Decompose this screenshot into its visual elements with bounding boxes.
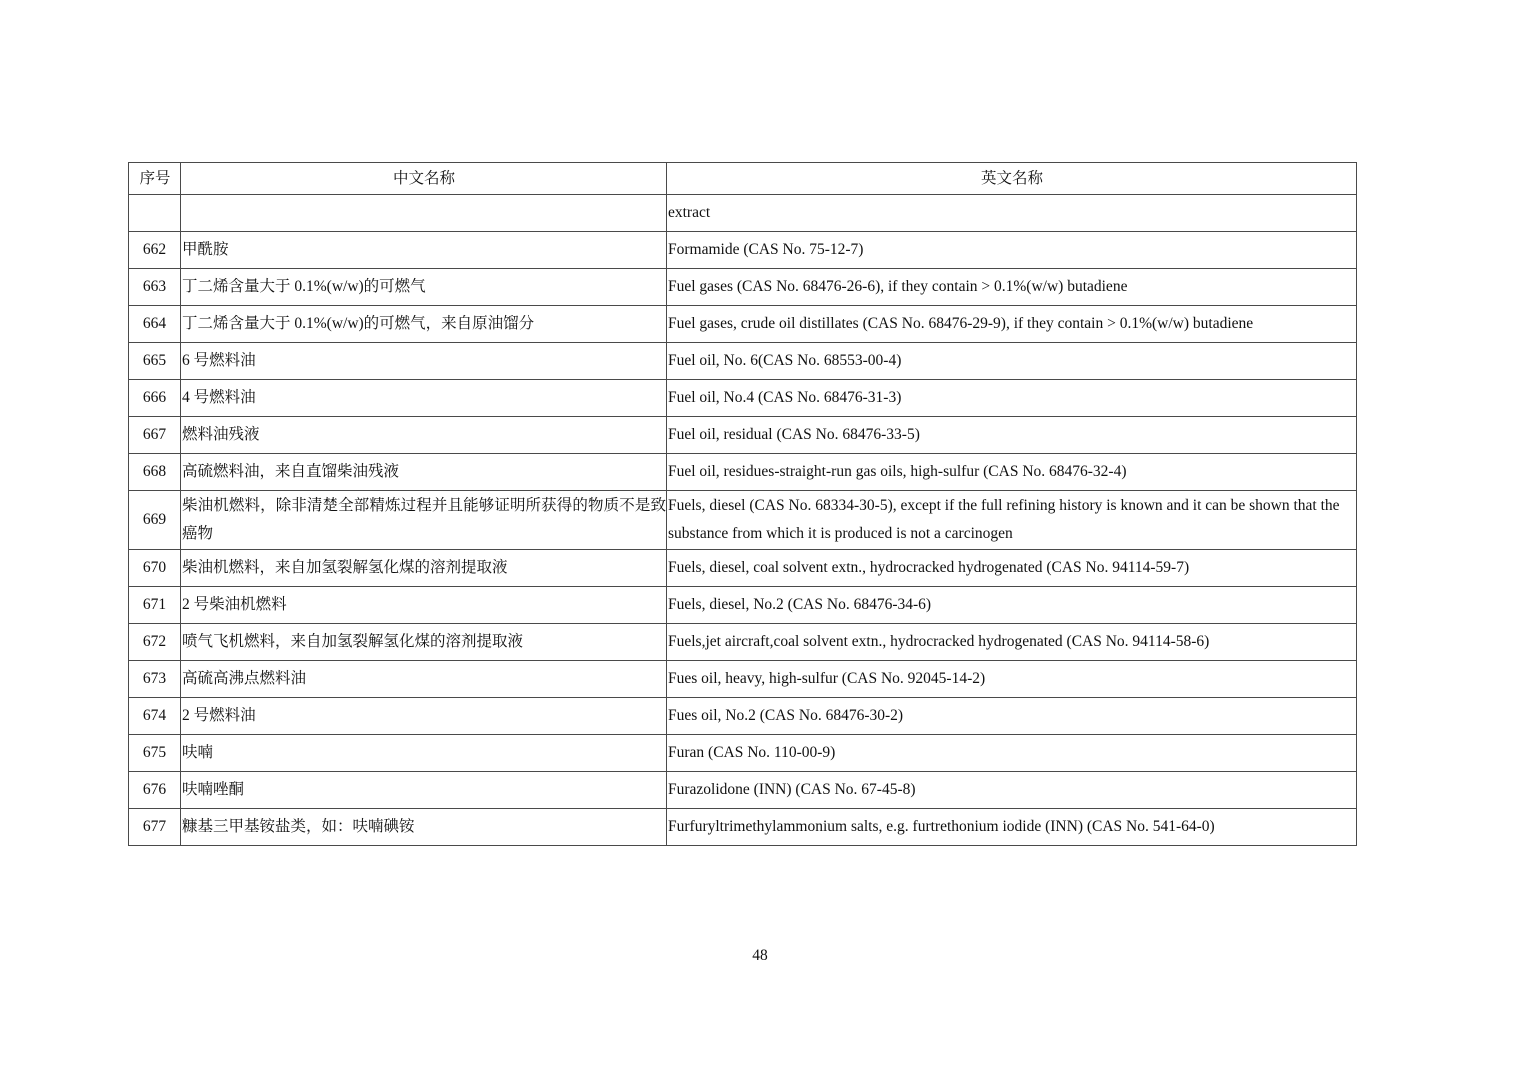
chinese-name-cell: 丁二烯含量大于 0.1%(w/w)的可燃气 [181, 269, 667, 306]
table-row [129, 698, 1357, 735]
table-row [129, 735, 1357, 772]
serial-number-cell: 669 [129, 491, 181, 550]
serial-number-cell: 676 [129, 772, 181, 809]
serial-number-cell: 673 [129, 661, 181, 698]
table-row [129, 343, 1357, 380]
serial-number-cell [129, 195, 181, 232]
serial-number-cell: 662 [129, 232, 181, 269]
english-name-cell: Fuel oil, residues-straight-run gas oils, high-sulfur (CAS No. 68476-32-4) [667, 454, 1357, 491]
english-name-cell: Fuels, diesel (CAS No. 68334-30-5), except if the full refining history is known and it can be shown that the substance from which it is produced is not a carcinogen [667, 491, 1357, 550]
english-name-cell: Formamide (CAS No. 75-12-7) [667, 232, 1357, 269]
english-name-cell: Fuel oil, No.4 (CAS No. 68476-31-3) [667, 380, 1357, 417]
header-english-name: 英文名称 [667, 163, 1357, 195]
serial-number-cell: 667 [129, 417, 181, 454]
chinese-name-cell: 呋喃 [181, 735, 667, 772]
english-name-cell: extract [667, 195, 1357, 232]
serial-number-cell: 664 [129, 306, 181, 343]
page-number: 48 [752, 947, 768, 964]
english-name-cell: Furazolidone (INN) (CAS No. 67-45-8) [667, 772, 1357, 809]
serial-number-cell: 665 [129, 343, 181, 380]
table-header-row [129, 163, 1357, 195]
english-name-cell: Furan (CAS No. 110-00-9) [667, 735, 1357, 772]
chinese-name-cell: 呋喃唑酮 [181, 772, 667, 809]
english-name-cell: Fuels,jet aircraft,coal solvent extn., hydrocracked hydrogenated (CAS No. 94114-58-6) [667, 624, 1357, 661]
chinese-name-cell: 高硫高沸点燃料油 [181, 661, 667, 698]
chinese-name-cell: 6 号燃料油 [181, 343, 667, 380]
table-row [129, 269, 1357, 306]
substance-table [128, 162, 1357, 846]
serial-number-cell: 677 [129, 809, 181, 846]
table-row [129, 587, 1357, 624]
english-name-cell: Fuel oil, No. 6(CAS No. 68553-00-4) [667, 343, 1357, 380]
english-name-cell: Fuel gases, crude oil distillates (CAS No. 68476-29-9), if they contain > 0.1%(w/w) butadiene [667, 306, 1357, 343]
english-name-cell: Furfuryltrimethylammonium salts, e.g. furtrethonium iodide (INN) (CAS No. 541-64-0) [667, 809, 1357, 846]
chinese-name-cell: 高硫燃料油，来自直馏柴油残液 [181, 454, 667, 491]
serial-number-cell: 666 [129, 380, 181, 417]
chinese-name-cell: 燃料油残液 [181, 417, 667, 454]
english-name-cell: Fues oil, heavy, high-sulfur (CAS No. 92045-14-2) [667, 661, 1357, 698]
table-row [129, 809, 1357, 846]
serial-number-cell: 672 [129, 624, 181, 661]
serial-number-cell: 674 [129, 698, 181, 735]
chinese-name-cell: 丁二烯含量大于 0.1%(w/w)的可燃气，来自原油馏分 [181, 306, 667, 343]
table-row [129, 454, 1357, 491]
serial-number-cell: 671 [129, 587, 181, 624]
english-name-cell: Fuel gases (CAS No. 68476-26-6), if they contain > 0.1%(w/w) butadiene [667, 269, 1357, 306]
english-name-cell: Fuels, diesel, coal solvent extn., hydrocracked hydrogenated (CAS No. 94114-59-7) [667, 550, 1357, 587]
serial-number-cell: 668 [129, 454, 181, 491]
header-chinese-name: 中文名称 [181, 163, 667, 195]
english-name-cell: Fuel oil, residual (CAS No. 68476-33-5) [667, 417, 1357, 454]
chinese-name-cell: 糠基三甲基铵盐类，如：呋喃碘铵 [181, 809, 667, 846]
table-row [129, 306, 1357, 343]
chinese-name-cell: 柴油机燃料，来自加氢裂解氢化煤的溶剂提取液 [181, 550, 667, 587]
chinese-name-cell: 柴油机燃料，除非清楚全部精炼过程并且能够证明所获得的物质不是致癌物 [181, 491, 667, 550]
table-row [129, 195, 1357, 232]
chinese-name-cell: 2 号柴油机燃料 [181, 587, 667, 624]
chinese-name-cell [181, 195, 667, 232]
header-serial-number: 序号 [129, 163, 181, 195]
table-row [129, 550, 1357, 587]
english-name-cell: Fues oil, No.2 (CAS No. 68476-30-2) [667, 698, 1357, 735]
table-row [129, 232, 1357, 269]
chinese-name-cell: 喷气飞机燃料，来自加氢裂解氢化煤的溶剂提取液 [181, 624, 667, 661]
table-row [129, 380, 1357, 417]
chinese-name-cell: 2 号燃料油 [181, 698, 667, 735]
table-row [129, 772, 1357, 809]
table-row [129, 417, 1357, 454]
chinese-name-cell: 甲酰胺 [181, 232, 667, 269]
table-row [129, 491, 1357, 550]
table-row [129, 624, 1357, 661]
english-name-cell: Fuels, diesel, No.2 (CAS No. 68476-34-6) [667, 587, 1357, 624]
table-row [129, 661, 1357, 698]
serial-number-cell: 675 [129, 735, 181, 772]
serial-number-cell: 670 [129, 550, 181, 587]
chinese-name-cell: 4 号燃料油 [181, 380, 667, 417]
serial-number-cell: 663 [129, 269, 181, 306]
